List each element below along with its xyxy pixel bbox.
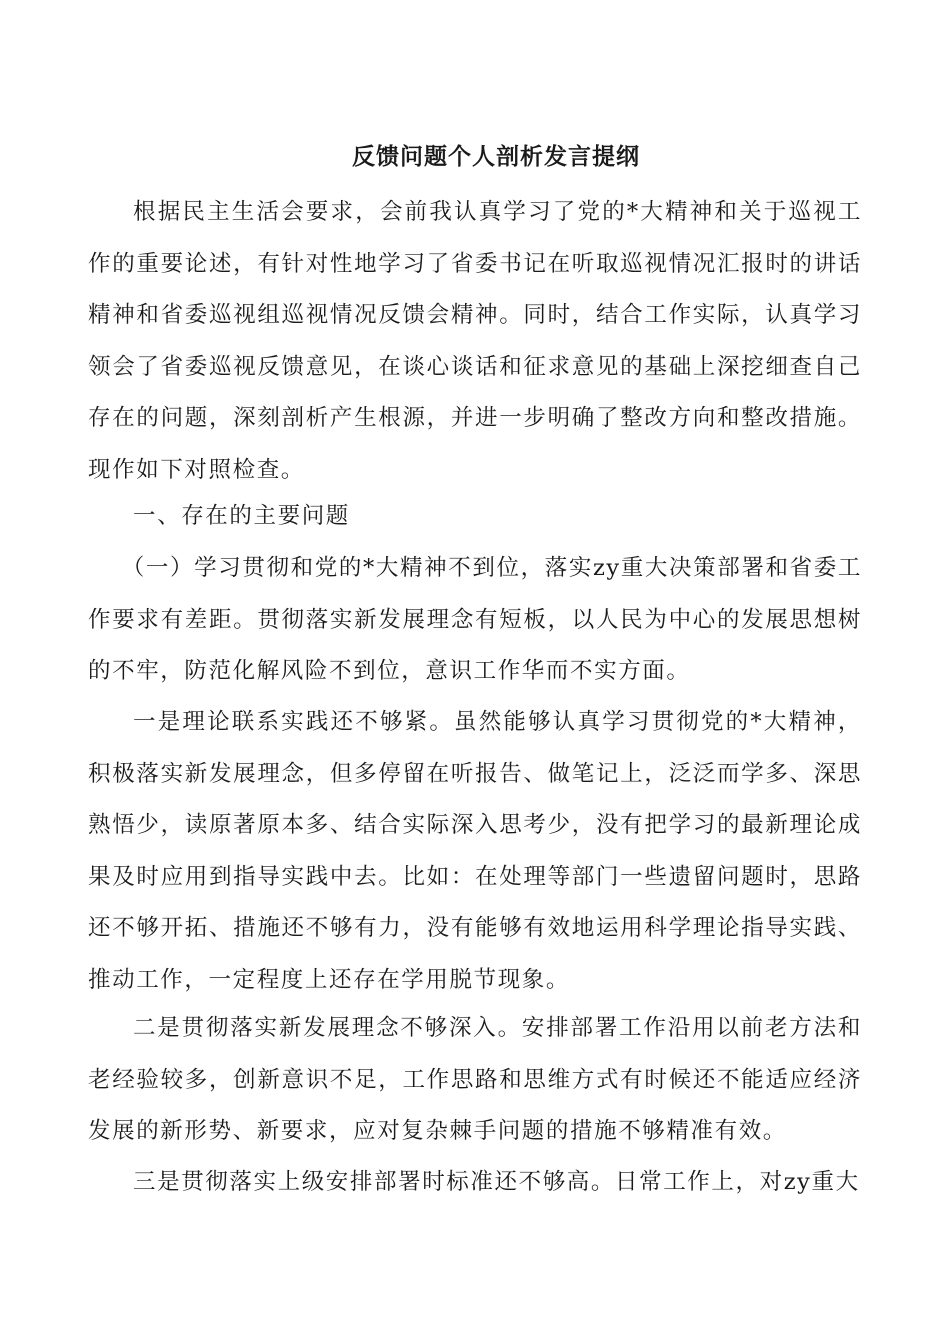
- section-heading: 一、存在的主要问题: [133, 503, 350, 529]
- point-one-paragraph: 一是理论联系实践还不够紧。虽然能够认真学习贯彻党的*大精神，积极落实新发展理念，但多停留在听报告、做笔记上，泛泛而学多、深思熟悟少，读原著原本多、结合实际深入思考少，没有把学习的最新理论成果及时应用到指导实践中去。比如：在处理等部门一些遗留问题时，思路还不够开拓、措施还不够有力，没有能够有效地运用科学理论指导实践、推动工作，一定程度上还存在学用脱节现象。: [88, 709, 862, 993]
- point-three-paragraph: 三是贯彻落实上级安排部署时标准还不够高。日常工作上，对zy重大: [133, 1169, 860, 1195]
- subsection-paragraph: （一）学习贯彻和党的*大精神不到位，落实zy重大决策部署和省委工作要求有差距。贯彻落实新发展理念有短板，以人民为中心的发展思想树的不牢，防范化解风险不到位，意识工作华而不实方面。: [88, 555, 862, 684]
- intro-paragraph: 根据民主生活会要求，会前我认真学习了党的*大精神和关于巡视工作的重要论述，有针对性地学习了省委书记在听取巡视情况汇报时的讲话精神和省委巡视组巡视情况反馈会精神。同时，结合工作实际，认真学习领会了省委巡视反馈意见，在谈心谈话和征求意见的基础上深挖细查自己存在的问题，深刻剖析产生根源，并进一步明确了整改方向和整改措施。现作如下对照检查。: [88, 199, 862, 483]
- document-title: 反馈问题个人剖析发言提纲: [352, 143, 640, 170]
- point-two-paragraph: 二是贯彻落实新发展理念不够深入。安排部署工作沿用以前老方法和老经验较多，创新意识不足，工作思路和思维方式有时候还不能适应经济发展的新形势、新要求，应对复杂棘手问题的措施不够精准有效。: [88, 1015, 862, 1144]
